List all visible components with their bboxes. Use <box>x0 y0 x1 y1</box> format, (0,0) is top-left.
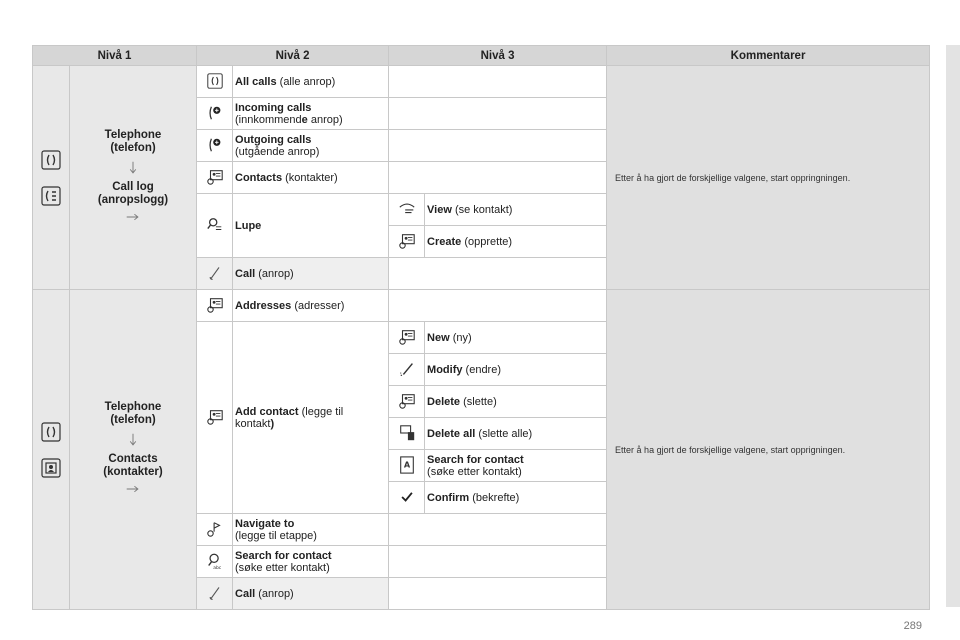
search-desc: (søke etter kontakt) <box>235 561 330 574</box>
call2-label: Call <box>235 587 256 600</box>
addresses-text[interactable] <box>233 290 389 322</box>
lupe-text[interactable] <box>233 194 389 258</box>
all-calls-label: All calls <box>235 75 277 88</box>
call-desc: (anrop) <box>255 267 294 280</box>
new-icon <box>398 328 416 346</box>
all-calls-cell[interactable] <box>197 66 233 98</box>
view-text[interactable] <box>425 194 607 226</box>
addresses-icon <box>206 296 224 314</box>
header-niva3: Nivå 3 <box>389 46 607 66</box>
navigate-cell[interactable] <box>197 514 233 546</box>
modify-cell[interactable] <box>389 354 425 386</box>
empty-cell <box>389 66 607 98</box>
table-row <box>33 290 930 322</box>
incoming-desc-2: anrop) <box>307 113 343 126</box>
lupe-cell[interactable] <box>197 194 233 258</box>
outgoing-calls-cell[interactable] <box>197 130 233 162</box>
confirm-desc: (bekrefte) <box>469 491 520 504</box>
header-niva1: Nivå 1 <box>33 46 197 66</box>
confirm-label: Confirm <box>427 491 470 504</box>
call-text[interactable] <box>233 258 389 290</box>
header-kommentarer: Kommentarer <box>607 46 930 66</box>
delete-all-cell[interactable] <box>389 418 425 450</box>
modify-text[interactable] <box>425 354 607 386</box>
view-label: View <box>427 203 452 216</box>
empty-cell <box>389 514 607 546</box>
call-icon <box>207 265 223 281</box>
add-contact-text[interactable] <box>233 322 389 514</box>
sec2-contacts-sub: (kontakter) <box>103 465 163 478</box>
new-label: New <box>427 331 450 344</box>
call-cell[interactable] <box>197 258 233 290</box>
incoming-desc-b: e <box>301 113 308 126</box>
search-abc-icon <box>206 552 224 570</box>
magnifier-icon <box>206 216 224 234</box>
sec2-telephone-label: Telephone <box>104 400 162 413</box>
incoming-calls-text[interactable] <box>233 98 389 130</box>
sec2-comment: Etter å ha gjort de forskjellige valgene, start opprigningen. <box>607 290 930 610</box>
search-cell[interactable] <box>197 546 233 578</box>
navigate-label: Navigate to <box>235 517 295 530</box>
modify-desc: (endre) <box>462 363 502 376</box>
add-contact-desc: (legge til <box>298 405 344 418</box>
page-edge-bar <box>946 45 960 607</box>
empty-cell <box>389 578 607 610</box>
all-calls-desc: (alle anrop) <box>276 75 336 88</box>
contacts-icon <box>206 168 224 186</box>
search-contact-icon <box>398 456 416 474</box>
call-icon <box>207 585 223 601</box>
outgoing-calls-text[interactable] <box>233 130 389 162</box>
navigate-desc: (legge til etappe) <box>235 529 317 542</box>
addresses-desc: (adresser) <box>291 299 345 312</box>
sec1-level1 <box>70 66 197 290</box>
sec2-level1 <box>70 290 197 610</box>
delete-all-label: Delete all <box>427 427 476 440</box>
sec1-calllog-sub: (anropslogg) <box>97 193 169 206</box>
delete-icon <box>398 392 416 410</box>
incoming-calls-label: Incoming calls <box>235 101 312 114</box>
view-desc: (se kontakt) <box>451 203 513 216</box>
sec1-icons <box>33 66 70 290</box>
contacts-label: Contacts <box>235 171 283 184</box>
table-row <box>33 66 930 98</box>
phone-icon <box>41 422 61 442</box>
navigate-text[interactable] <box>233 514 389 546</box>
create-icon <box>398 232 416 250</box>
addresses-cell[interactable] <box>197 290 233 322</box>
delete-all-icon <box>398 424 416 442</box>
delete-text[interactable] <box>425 386 607 418</box>
lupe-label: Lupe <box>235 219 262 232</box>
sec2-icons <box>33 290 70 610</box>
call2-cell[interactable] <box>197 578 233 610</box>
add-contact-cell[interactable] <box>197 322 233 514</box>
empty-cell <box>389 258 607 290</box>
incoming-desc-1: (innkommend <box>235 113 302 126</box>
incoming-calls-cell[interactable] <box>197 98 233 130</box>
sec1-telephone-sub: (telefon) <box>110 141 156 154</box>
contacts-desc: (kontakter) <box>282 171 338 184</box>
view-icon <box>398 200 416 218</box>
addresses-label: Addresses <box>235 299 292 312</box>
new-cell[interactable] <box>389 322 425 354</box>
page-number: 289 <box>903 620 922 632</box>
delete-desc: (slette) <box>460 395 497 408</box>
delete-all-desc: (slette alle) <box>475 427 533 440</box>
confirm-text[interactable] <box>425 482 607 514</box>
arrow-down-icon <box>126 430 140 450</box>
search-contact-az-text[interactable] <box>425 450 607 482</box>
navigate-flag-icon <box>206 520 224 538</box>
create-cell[interactable] <box>389 226 425 258</box>
create-text[interactable] <box>425 226 607 258</box>
search-contact-az-cell[interactable] <box>389 450 425 482</box>
checkmark-icon <box>400 490 414 504</box>
sec1-telephone-label: Telephone <box>104 128 162 141</box>
add-contact-icon <box>206 408 224 426</box>
modify-label: Modify <box>427 363 463 376</box>
table-header <box>33 46 930 66</box>
empty-cell <box>389 162 607 194</box>
modify-icon <box>398 360 416 378</box>
create-desc: (opprette) <box>461 235 513 248</box>
incoming-calls-icon <box>206 104 224 122</box>
arrow-right-icon <box>123 482 143 496</box>
create-label: Create <box>427 235 462 248</box>
menu-table <box>32 45 930 610</box>
outgoing-calls-label: Outgoing calls <box>235 133 312 146</box>
search-contact-az-desc: (søke etter kontakt) <box>427 465 522 478</box>
add-contact-desc3: ) <box>270 417 275 430</box>
contacts-cell[interactable] <box>197 162 233 194</box>
sec2-contacts-label: Contacts <box>108 452 158 465</box>
call-log-icon <box>41 186 61 206</box>
delete-cell[interactable] <box>389 386 425 418</box>
arrow-right-icon <box>123 210 143 224</box>
empty-cell <box>389 546 607 578</box>
empty-cell <box>389 130 607 162</box>
outgoing-calls-desc: (utgående anrop) <box>235 145 320 158</box>
arrow-down-icon <box>126 158 140 178</box>
search-label: Search for contact <box>235 549 332 562</box>
sec1-calllog-label: Call log <box>112 180 154 193</box>
delete-label: Delete <box>427 395 461 408</box>
empty-cell <box>389 98 607 130</box>
view-cell[interactable] <box>389 194 425 226</box>
contacts-text[interactable] <box>233 162 389 194</box>
all-calls-text[interactable] <box>233 66 389 98</box>
confirm-cell[interactable] <box>389 482 425 514</box>
call-label: Call <box>235 267 256 280</box>
outgoing-calls-icon <box>206 136 224 154</box>
all-calls-icon <box>207 73 223 89</box>
sec1-comment: Etter å ha gjort de forskjellige valgene, start oppringningen. <box>607 66 930 290</box>
call2-desc: (anrop) <box>255 587 294 600</box>
delete-all-text[interactable] <box>425 418 607 450</box>
phone-icon <box>41 150 61 170</box>
contacts-book-icon <box>41 458 61 478</box>
add-contact-label: Add contact <box>235 405 299 418</box>
new-desc: (ny) <box>449 331 472 344</box>
search-text[interactable] <box>233 546 389 578</box>
call2-text[interactable] <box>233 578 389 610</box>
sec2-telephone-sub: (telefon) <box>110 413 156 426</box>
add-contact-desc2: kontakt <box>235 417 271 430</box>
new-text[interactable] <box>425 322 607 354</box>
search-contact-az-label: Search for contact <box>427 453 524 466</box>
empty-cell <box>389 290 607 322</box>
header-niva2: Nivå 2 <box>197 46 389 66</box>
